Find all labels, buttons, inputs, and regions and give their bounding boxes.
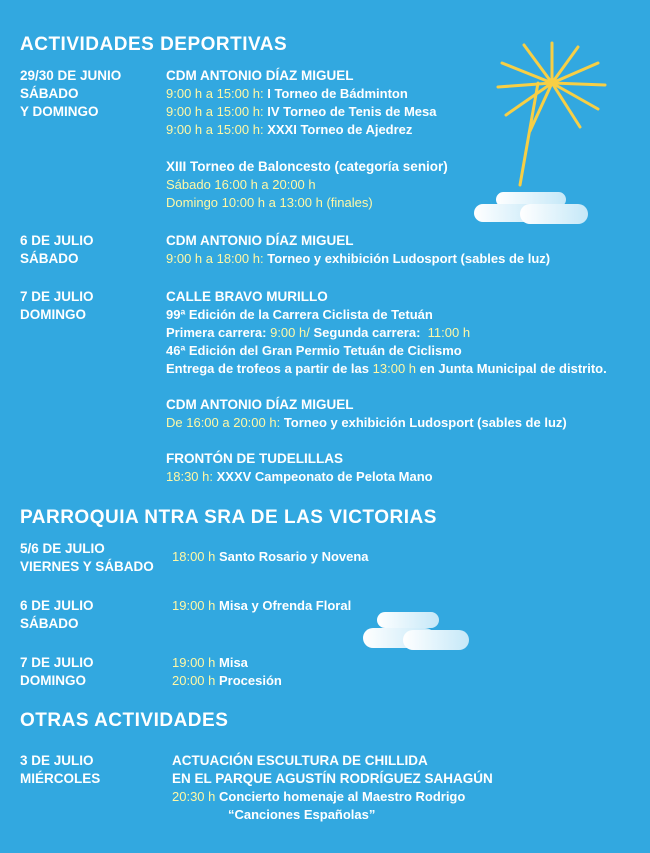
venue-title: FRONTÓN DE TUDELILLAS (166, 451, 343, 466)
event-date: 6 DE JULIO SÁBADO (20, 598, 94, 631)
event-details: CDM ANTONIO DÍAZ MIGUEL De 16:00 a 20:00 h: Torneo y exhibición Ludosport (sables de luz) (166, 397, 567, 430)
event-date: 7 DE JULIO DOMINGO (20, 289, 94, 322)
event-date: 5/6 DE JULIO VIERNES Y SÁBADO (20, 541, 154, 574)
event-date: 7 DE JULIO DOMINGO (20, 655, 94, 688)
event-details: 18:00 h Santo Rosario y Novena (172, 549, 369, 564)
venue-title: CDM ANTONIO DÍAZ MIGUEL (166, 233, 354, 248)
event-details: FRONTÓN DE TUDELILLAS 18:30 h: XXXV Campeonato de Pelota Mano (166, 451, 433, 484)
event-details: 19:00 h Misa 20:00 h Procesión (172, 655, 282, 688)
cloud-icon (363, 610, 471, 652)
event-details: 19:00 h Misa y Ofrenda Floral (172, 598, 352, 613)
event-details: CALLE BRAVO MURILLO 99ª Edición de la Carrera Ciclista de Tetuán Primera carrera: 9:00 h/ Segunda carrera: 11:00 h 46ª Edición del Gran Permio Tetuán de Ciclismo Entrega de trofeos a partir de las 13:00 h en Junta Municipal de distrito. (166, 289, 607, 376)
event-date: 6 DE JULIO SÁBADO (20, 233, 94, 266)
section-title-deportivas: ACTIVIDADES DEPORTIVAS (20, 34, 288, 55)
event-details: XIII Torneo de Baloncesto (categoría senior) Sábado 16:00 h a 20:00 h Domingo 10:00 h a 13:00 h (finales) (166, 159, 448, 210)
venue-title: CDM ANTONIO DÍAZ MIGUEL (166, 397, 354, 412)
event-date: 3 DE JULIO MIÉRCOLES (20, 753, 101, 786)
cloud-icon (472, 190, 590, 226)
event-details: CDM ANTONIO DÍAZ MIGUEL 9:00 h a 18:00 h: Torneo y exhibición Ludosport (sables de luz) (166, 233, 551, 266)
section-title-otras: OTRAS ACTIVIDADES (20, 710, 229, 731)
event-details: CDM ANTONIO DÍAZ MIGUEL 9:00 h a 15:00 h: I Torneo de Bádminton 9:00 h a 15:00 h: IV Torneo de Tenis de Mesa 9:00 h a 15:00 h: XXXI Torneo de Ajedrez (166, 68, 437, 137)
event-details: ACTUACIÓN ESCULTURA DE CHILLIDA EN EL PARQUE AGUSTÍN RODRÍGUEZ SAHAGÚN 20:30 h Concierto homenaje al Maestro Rodrigo “Canciones Españolas” (172, 753, 493, 822)
sun-rays-icon (490, 35, 640, 195)
event-date: 29/30 DE JUNIO SÁBADO Y DOMINGO (20, 68, 122, 119)
section-title-parroquia: PARROQUIA NTRA SRA DE LAS VICTORIAS (20, 507, 437, 528)
venue-title: CDM ANTONIO DÍAZ MIGUEL (166, 68, 354, 83)
venue-title: CALLE BRAVO MURILLO (166, 289, 328, 304)
